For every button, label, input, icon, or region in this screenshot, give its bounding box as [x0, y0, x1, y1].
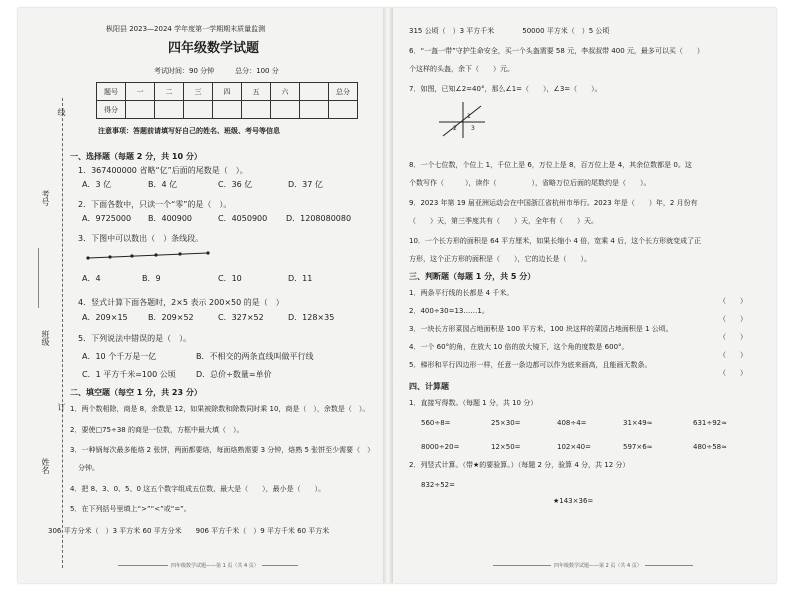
score-cell: 四: [213, 83, 242, 101]
q1-option-c: C．36 亿: [218, 180, 253, 189]
score-cell: [300, 83, 329, 101]
section-calc-title: 四、计算题: [409, 382, 449, 391]
calc-item: 631÷92≈: [693, 419, 727, 427]
vertical-calc-item: 832÷52=: [421, 481, 455, 489]
q4-option-d: D．128×35: [288, 313, 335, 322]
j2-text: 2．400÷30=13……1。: [409, 307, 489, 315]
j1-text: 1．两条平行线的长都是 4 千米。: [409, 289, 514, 297]
score-table: [96, 82, 358, 119]
angle-label-3: 3: [471, 125, 475, 132]
q5-option-b: B．不相交的两条直线叫做平行线: [196, 352, 314, 361]
score-cell: 总分: [329, 83, 358, 101]
score-cell[interactable]: [300, 101, 329, 119]
calc-item: 560÷8=: [421, 419, 451, 427]
q5-option-c: C．1 平方千米=100 公顷: [82, 370, 176, 379]
score-cell: 一: [126, 83, 155, 101]
score-cell: 三: [184, 83, 213, 101]
q2-option-d: D．1208080080: [286, 214, 352, 223]
j4-answer-box[interactable]: （ ）: [719, 351, 747, 359]
q5-option-d: D．总价÷数量=单价: [196, 370, 272, 379]
r6-text-cont: 个这样的头盔，余下（ ）元。: [409, 65, 514, 73]
c2-text: 2．列竖式计算。（带★的要验算。）（每题 2 分，验算 4 分，共 12 分）: [409, 461, 630, 469]
calc-item: 480÷58≈: [693, 443, 727, 451]
score-cell: 二: [155, 83, 184, 101]
calc-item: 25×30=: [491, 419, 521, 427]
score-cell[interactable]: [242, 101, 271, 119]
score-cell[interactable]: [126, 101, 155, 119]
angle-label-1: 1: [467, 113, 471, 120]
q3-text: 3．下图中可以数出（ ）条线段。: [78, 234, 204, 243]
q4-option-b: B．209×52: [148, 313, 194, 322]
calc-item: 408÷4=: [557, 419, 587, 427]
score-cell[interactable]: [271, 101, 300, 119]
page-left: [18, 8, 383, 583]
r10-text: 10．一个长方形的面积是 64 平方厘米，如果长缩小 4 倍，宽乘 4 后，这个长方形就变成了正: [409, 237, 702, 245]
score-cell[interactable]: [213, 101, 242, 119]
j3-answer-box[interactable]: （ ）: [719, 333, 747, 341]
score-cell: 五: [242, 83, 271, 101]
q3-option-a: A．4: [82, 274, 101, 283]
score-value-row: [97, 101, 358, 119]
q4-text: 4．竖式计算下面各题时，2×5 表示 200×50 的是（ ）: [78, 298, 284, 307]
score-cell[interactable]: [155, 101, 184, 119]
f1-text: 1．两个数相除，商是 8，余数是 12，如果被除数和除数同时乘 10，商是（ ），余数是（ ）。: [70, 405, 370, 413]
j2-answer-box[interactable]: （ ）: [719, 315, 747, 323]
segment-figure: [84, 250, 214, 262]
f2-text: 2．要使□75÷38 的商是一位数，方框中最大填（ ）。: [70, 426, 244, 434]
angle-label-2: 2: [453, 125, 457, 132]
q2-option-a: A．9725000: [82, 214, 132, 223]
score-cell: 题号: [97, 83, 126, 101]
calc-item: 31×49≈: [623, 419, 653, 427]
q1-option-a: A．3 亿: [82, 180, 112, 189]
j5-text: 5．梯形和平行四边形一样，任意一条边都可以作为底来画高，且能画无数条。: [409, 361, 652, 369]
q3-option-c: C．10: [218, 274, 242, 283]
compare-line-2: 315 公顷（ ）3 平方千米 50000 平方米（ ）5 公顷: [409, 27, 610, 35]
exam-info: 考试时间：90 分钟 总分：100 分: [154, 67, 279, 75]
margin-rule: [38, 248, 39, 308]
exam-header: 枞阳县 2023—2024 学年度第一学期期末质量监测: [106, 25, 266, 33]
page-right: [393, 8, 776, 583]
j3-text: 3．一块长方形菜园占地面积是 100 平方米，100 块这样的菜园占地面积是 1 公顷。: [409, 325, 673, 333]
notice: 注意事项：答题前请填写好自己的姓名、班级、考号等信息: [98, 127, 280, 135]
q3-option-d: D．11: [288, 274, 313, 283]
f5-text: 5．在下列括号里填上“>”“<”或“=”。: [70, 505, 191, 513]
vertical-calc-item: ★143×36=: [553, 497, 594, 505]
j4-text: 4．一个 60°的角，在放大 10 倍的放大镜下，这个角的度数是 600°。: [409, 343, 629, 351]
q2-option-c: C．4050900: [218, 214, 268, 223]
q1-option-b: B．4 亿: [148, 180, 178, 189]
page-footer: 四年级数学试题——第 2 页（共 4 页）: [551, 562, 645, 569]
q2-text: 2．下面各数中，只读一个“零”的是（ ）。: [78, 200, 232, 209]
margin-ding: 订: [57, 403, 66, 411]
f3-text-cont: 分钟。: [78, 464, 99, 472]
r7-text: 7．如图，已知∠2=40°，那么∠1=（ ），∠3=（ ）。: [409, 85, 602, 93]
r8-text-cont: 个数写作（ ），读作（ ），省略万位后面的尾数约是（ ）。: [409, 179, 651, 187]
r9-text-cont: （ ）天，第三季度共有（ ）天，全年有（ ）天。: [409, 217, 598, 225]
calc-item: 597×6≈: [623, 443, 653, 451]
q1-text: 1．367400000 省略“亿”后面的尾数是（ ）。: [78, 166, 248, 175]
page-title: 四年级数学试题: [168, 41, 260, 56]
page-footer: 四年级数学试题——第 1 页（共 4 页）: [168, 562, 262, 569]
f3-text: 3．一种锅每次最多能烙 2 张饼，两面都要烙，每面烙熟需要 3 分钟，烙熟 5 张饼至少需要（ ）: [70, 446, 375, 454]
q2-option-b: B．400900: [148, 214, 193, 223]
section-judge-title: 三、判断题（每题 1 分，共 5 分）: [409, 272, 536, 281]
margin-kaohao: 考号: [41, 190, 50, 206]
r10-text-cont: 方形，这个正方形的面积是（ ），它的边长是（ ）。: [409, 255, 591, 263]
exam-paper: [18, 8, 776, 583]
score-cell: 得分: [97, 101, 126, 119]
q1-option-d: D．37 亿: [288, 180, 323, 189]
calc-item: 8000÷20=: [421, 443, 460, 451]
page-fold: [383, 8, 393, 583]
r9-text: 9．2023 年第 19 届亚洲运动会在中国浙江省杭州市举行。2023 年是（ ）年，2 月份有: [409, 199, 698, 207]
q3-option-b: B．9: [142, 274, 161, 283]
j1-answer-box[interactable]: （ ）: [719, 297, 747, 305]
q4-option-a: A．209×15: [82, 313, 128, 322]
section-fill-title: 二、填空题（每空 1 分，共 23 分）: [70, 388, 202, 397]
q5-option-a: A．10 个千万是一亿: [82, 352, 157, 361]
margin-name: 姓名: [41, 458, 50, 474]
score-header-row: [97, 83, 358, 101]
c1-text: 1．直接写得数。（每题 1 分，共 10 分）: [409, 399, 538, 407]
margin-xian: 线: [57, 108, 66, 116]
f4-text: 4．把 8、3、0、5、0 这五个数字组成五位数，最大是（ ），最小是（ ）。: [70, 485, 326, 493]
score-cell: 六: [271, 83, 300, 101]
q5-text: 5．下列说法中错误的是（ ）。: [78, 334, 192, 343]
score-cell[interactable]: [329, 101, 358, 119]
f5-compare-line: 306 平方分米（ ）3 平方米 60 平方分米 906 平方千米（ ）9 平方千米 60 平方米: [48, 527, 330, 535]
margin-class: 班级: [41, 330, 50, 346]
section-choice-title: 一、选择题（每题 2 分，共 10 分）: [70, 152, 202, 161]
r8-text: 8．一个七位数，个位上 1，千位上是 6，万位上是 8，百万位上是 4，其余位数都是 0。这: [409, 161, 692, 169]
calc-item: 102×40=: [557, 443, 591, 451]
binding-line: [62, 98, 63, 568]
r6-text: 6．“一盔一带”守护生命安全，买一个头盔需要 58 元，李叔叔带 400 元，最多可以买（ ）: [409, 47, 704, 55]
calc-item: 12×50=: [491, 443, 521, 451]
score-cell[interactable]: [184, 101, 213, 119]
angle-figure: [433, 100, 489, 140]
q4-option-c: C．327×52: [218, 313, 264, 322]
j5-answer-box[interactable]: （ ）: [719, 369, 747, 377]
